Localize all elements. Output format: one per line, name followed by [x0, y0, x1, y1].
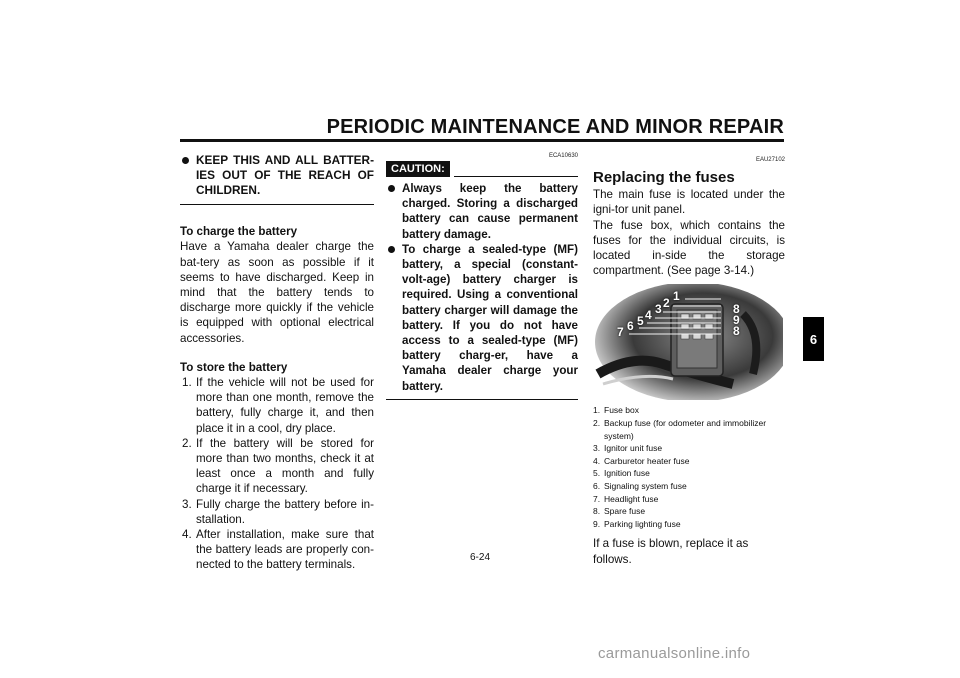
- figure-label: 6: [627, 319, 634, 334]
- list-item: 3. Fully charge the battery before in-stallation.: [182, 497, 374, 526]
- figure-label: 9: [733, 313, 740, 328]
- middle-column: [386, 153, 578, 400]
- figure-label: 8: [733, 302, 740, 317]
- bullet-icon: [388, 246, 395, 253]
- list-item: 8. Spare fuse: [593, 506, 646, 517]
- list-item: 7. Headlight fuse: [593, 493, 659, 504]
- closing-text: If a fuse is blown, replace it as follows.: [593, 537, 749, 566]
- bullet-icon: [388, 185, 395, 192]
- page-number: 6-24: [469, 552, 490, 563]
- left-column: [180, 153, 374, 573]
- chapter-tab: 6: [803, 317, 824, 361]
- caution-label: CAUTION:: [386, 161, 450, 177]
- main-fuse-text: The main fuse is located under the igni-tor unit panel.: [593, 188, 785, 217]
- store-list: [180, 375, 374, 573]
- header-rule: [180, 139, 784, 142]
- right-column: [593, 153, 785, 567]
- list-item: 4. After installation, make sure that the battery leads are properly con-nected to the battery terminals.: [182, 527, 374, 572]
- caution-code: ECA10630: [548, 153, 578, 159]
- list-item: 4. Carburetor heater fuse: [593, 455, 690, 466]
- fuse-box-illustration: [593, 284, 783, 400]
- section-heading: Replacing the fuses: [593, 169, 735, 187]
- figure-label: 7: [617, 325, 624, 340]
- figure-label: 5: [637, 314, 644, 329]
- figure-captions: [593, 404, 785, 530]
- fuse-box-photo: [593, 284, 783, 400]
- page-header-title: PERIODIC MAINTENANCE AND MINOR REPAIR: [326, 116, 784, 138]
- figure-label: 1: [673, 289, 680, 304]
- caution-body: [386, 181, 578, 394]
- list-item: 3. Ignitor unit fuse: [593, 443, 663, 454]
- figure-label: 4: [645, 308, 652, 323]
- fuse-box-text: The fuse box, which contains the fuses for the individual circuits, is located in-side the storage compartment. (See page 3-14.): [593, 218, 785, 278]
- caution-rule: [454, 176, 578, 178]
- warning-end-rule: [180, 204, 374, 206]
- charge-paragraph: Have a Yamaha dealer charge the bat-tery as soon as possible if it seems to have discharged. Keep in mind that the battery tends to discharge more quickly if the vehicle is equipped with optional electrical accessories.: [180, 240, 374, 345]
- caution-bullet: Always keep the battery charged. Storing a discharged battery can cause permanent battery damage.: [386, 181, 578, 242]
- list-item: 9. Parking lighting fuse: [593, 518, 681, 529]
- figure-label: 2: [663, 296, 670, 311]
- caution-bullet: To charge a sealed-type (MF) battery, a special (constant-volt-age) battery charger is required. Using a conventional battery charger will damage the battery. If you do not have access to a sealed-type (MF) battery charg-er, have a Yamaha dealer charge your battery.: [386, 242, 578, 394]
- store-heading: To store the battery: [180, 360, 288, 374]
- watermark: carmanualsonline.info: [598, 645, 751, 662]
- caution-header: [386, 161, 578, 177]
- list-item: 2. Backup fuse (for odometer and immobilizer system): [593, 418, 767, 441]
- list-item: 1. If the vehicle will not be used for more than one month, remove the battery, fully charge it, and then place it in a cool, dry place.: [182, 375, 374, 435]
- list-item: 1. Fuse box: [593, 405, 639, 416]
- bullet-icon: [182, 157, 189, 164]
- section-code: EAU27102: [755, 157, 785, 163]
- list-item: 6. Signaling system fuse: [593, 480, 687, 491]
- figure-label: 8: [733, 324, 740, 339]
- charge-heading: To charge the battery: [180, 225, 298, 239]
- list-item: 5. Ignition fuse: [593, 468, 650, 479]
- figure-label: 3: [655, 302, 662, 317]
- caution-end-rule: [386, 399, 578, 401]
- warning-bullet: KEEP THIS AND ALL BATTER-IES OUT OF THE REACH OF CHILDREN.: [180, 153, 374, 199]
- list-item: 2. If the battery will be stored for more than two months, check it at least once a month and fully charge it if necessary.: [182, 436, 374, 496]
